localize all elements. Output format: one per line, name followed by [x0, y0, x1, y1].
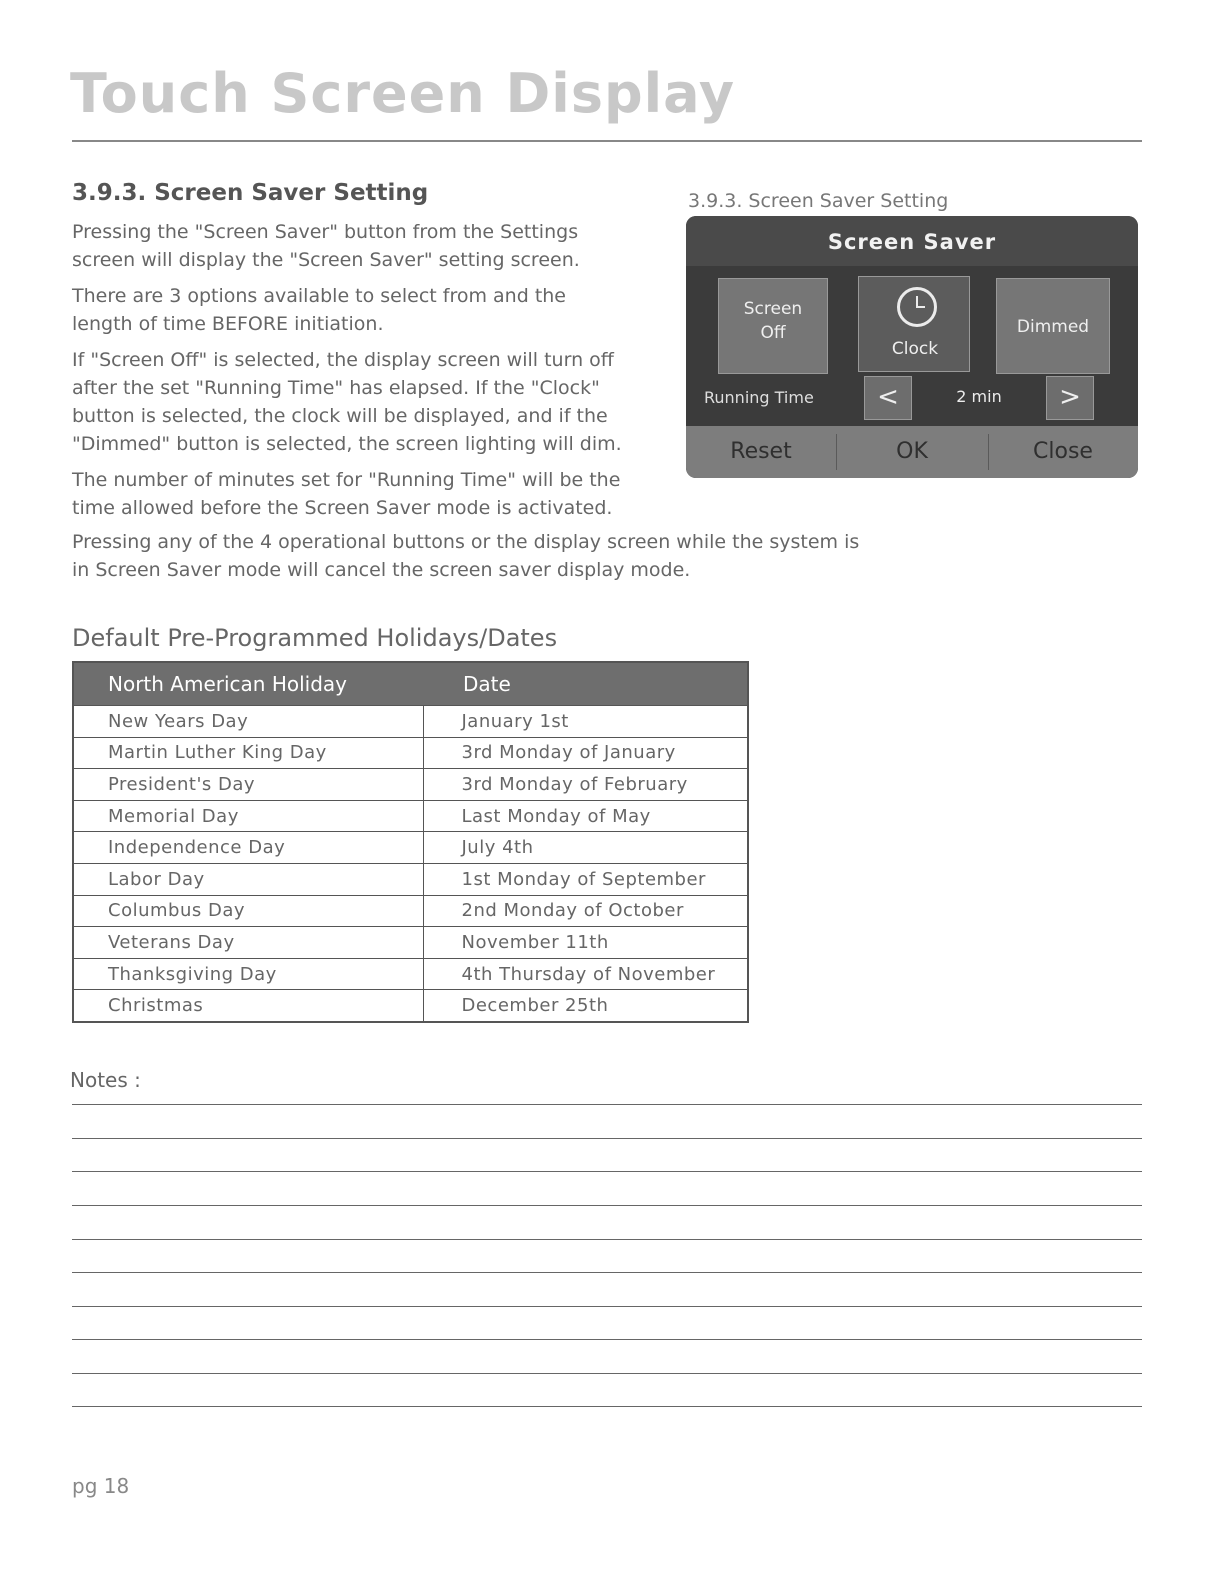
table-row [73, 990, 748, 1022]
holiday-cell: Memorial Day [73, 800, 423, 832]
clock-label: Clock [891, 339, 939, 359]
header-divider [72, 140, 1142, 142]
holiday-cell: Christmas [73, 990, 423, 1022]
holiday-cell: Martin Luther King Day [73, 737, 423, 769]
date-cell: July 4th [423, 832, 748, 864]
note-line [72, 1138, 1142, 1139]
note-line [72, 1171, 1142, 1172]
holiday-cell: Columbus Day [73, 895, 423, 927]
holiday-cell: New Years Day [73, 706, 423, 738]
dimmed-button[interactable]: Dimmed [996, 278, 1110, 374]
table-row [73, 800, 748, 832]
paragraph-4: The number of minutes set for "Running Time" will be the time allowed before the Screen Saver mode is activated. [72, 469, 621, 519]
decrease-time-button[interactable]: < [864, 376, 912, 420]
date-cell: 3rd Monday of February [423, 769, 748, 801]
table-row [73, 737, 748, 769]
note-line [72, 1272, 1142, 1273]
note-line [72, 1104, 1142, 1105]
table-row [73, 706, 748, 738]
running-time-label: Running Time [704, 388, 814, 407]
holiday-cell: Veterans Day [73, 927, 423, 959]
note-line [72, 1205, 1142, 1206]
date-cell: January 1st [423, 706, 748, 738]
increase-time-button[interactable]: > [1046, 376, 1094, 420]
note-line [72, 1239, 1142, 1240]
reset-button[interactable]: Reset [730, 439, 792, 464]
running-time-value: 2 min [956, 387, 1002, 406]
date-cell: 1st Monday of September [423, 863, 748, 895]
holiday-cell: Independence Day [73, 832, 423, 864]
table-row [73, 895, 748, 927]
clock-button[interactable] [858, 276, 970, 372]
section-title: 3.9.3. Screen Saver Setting [72, 180, 429, 206]
notes-label: Notes : [70, 1068, 141, 1092]
table-row [73, 832, 748, 864]
column-header-holiday: North American Holiday [73, 662, 423, 706]
note-line [72, 1339, 1142, 1340]
page-number: pg 18 [72, 1474, 130, 1498]
date-cell: 3rd Monday of January [423, 737, 748, 769]
page-title: Touch Screen Display [70, 62, 736, 125]
table-row [73, 863, 748, 895]
screen-off-label-line2: Off [760, 323, 786, 343]
table-row [73, 769, 748, 801]
holidays-title: Default Pre-Programmed Holidays/Dates [72, 624, 558, 652]
screen-off-button[interactable] [718, 278, 828, 374]
paragraph-5: Pressing any of the 4 operational buttons or the display screen while the system is in Screen Saver mode will cancel the screen saver display mode. [72, 531, 860, 581]
holidays-table [72, 661, 749, 1023]
date-cell: 4th Thursday of November [423, 958, 748, 990]
date-cell: November 11th [423, 927, 748, 959]
paragraph-1: Pressing the "Screen Saver" button from the Settings screen will display the "Screen Saver" setting screen. [72, 221, 580, 271]
paragraph-3: If "Screen Off" is selected, the display screen will turn off after the set "Running Time" has elapsed. If the "Clock" button is selected, the clock will be displayed, and if the "Dimmed" button is selected, the screen lighting will dim. [72, 349, 622, 455]
date-cell: December 25th [423, 990, 748, 1022]
screen-saver-title: Screen Saver [686, 216, 1138, 266]
date-cell: Last Monday of May [423, 800, 748, 832]
holiday-cell: Thanksgiving Day [73, 958, 423, 990]
screen-saver-panel [686, 216, 1138, 478]
figure-caption: 3.9.3. Screen Saver Setting [688, 190, 949, 212]
column-header-date: Date [423, 662, 748, 706]
paragraph-2: There are 3 options available to select from and the length of time BEFORE initiation. [72, 285, 566, 335]
clock-icon [897, 287, 937, 327]
bottom-button-bar [686, 426, 1138, 478]
note-line [72, 1373, 1142, 1374]
note-line [72, 1406, 1142, 1407]
screen-off-label-line1: Screen [743, 299, 803, 319]
table-header-row [73, 662, 748, 706]
holiday-cell: Labor Day [73, 863, 423, 895]
date-cell: 2nd Monday of October [423, 895, 748, 927]
note-line [72, 1306, 1142, 1307]
table-row [73, 958, 748, 990]
close-button[interactable]: Close [1033, 439, 1093, 464]
holiday-cell: President's Day [73, 769, 423, 801]
table-row [73, 927, 748, 959]
ok-button[interactable]: OK [896, 439, 928, 464]
